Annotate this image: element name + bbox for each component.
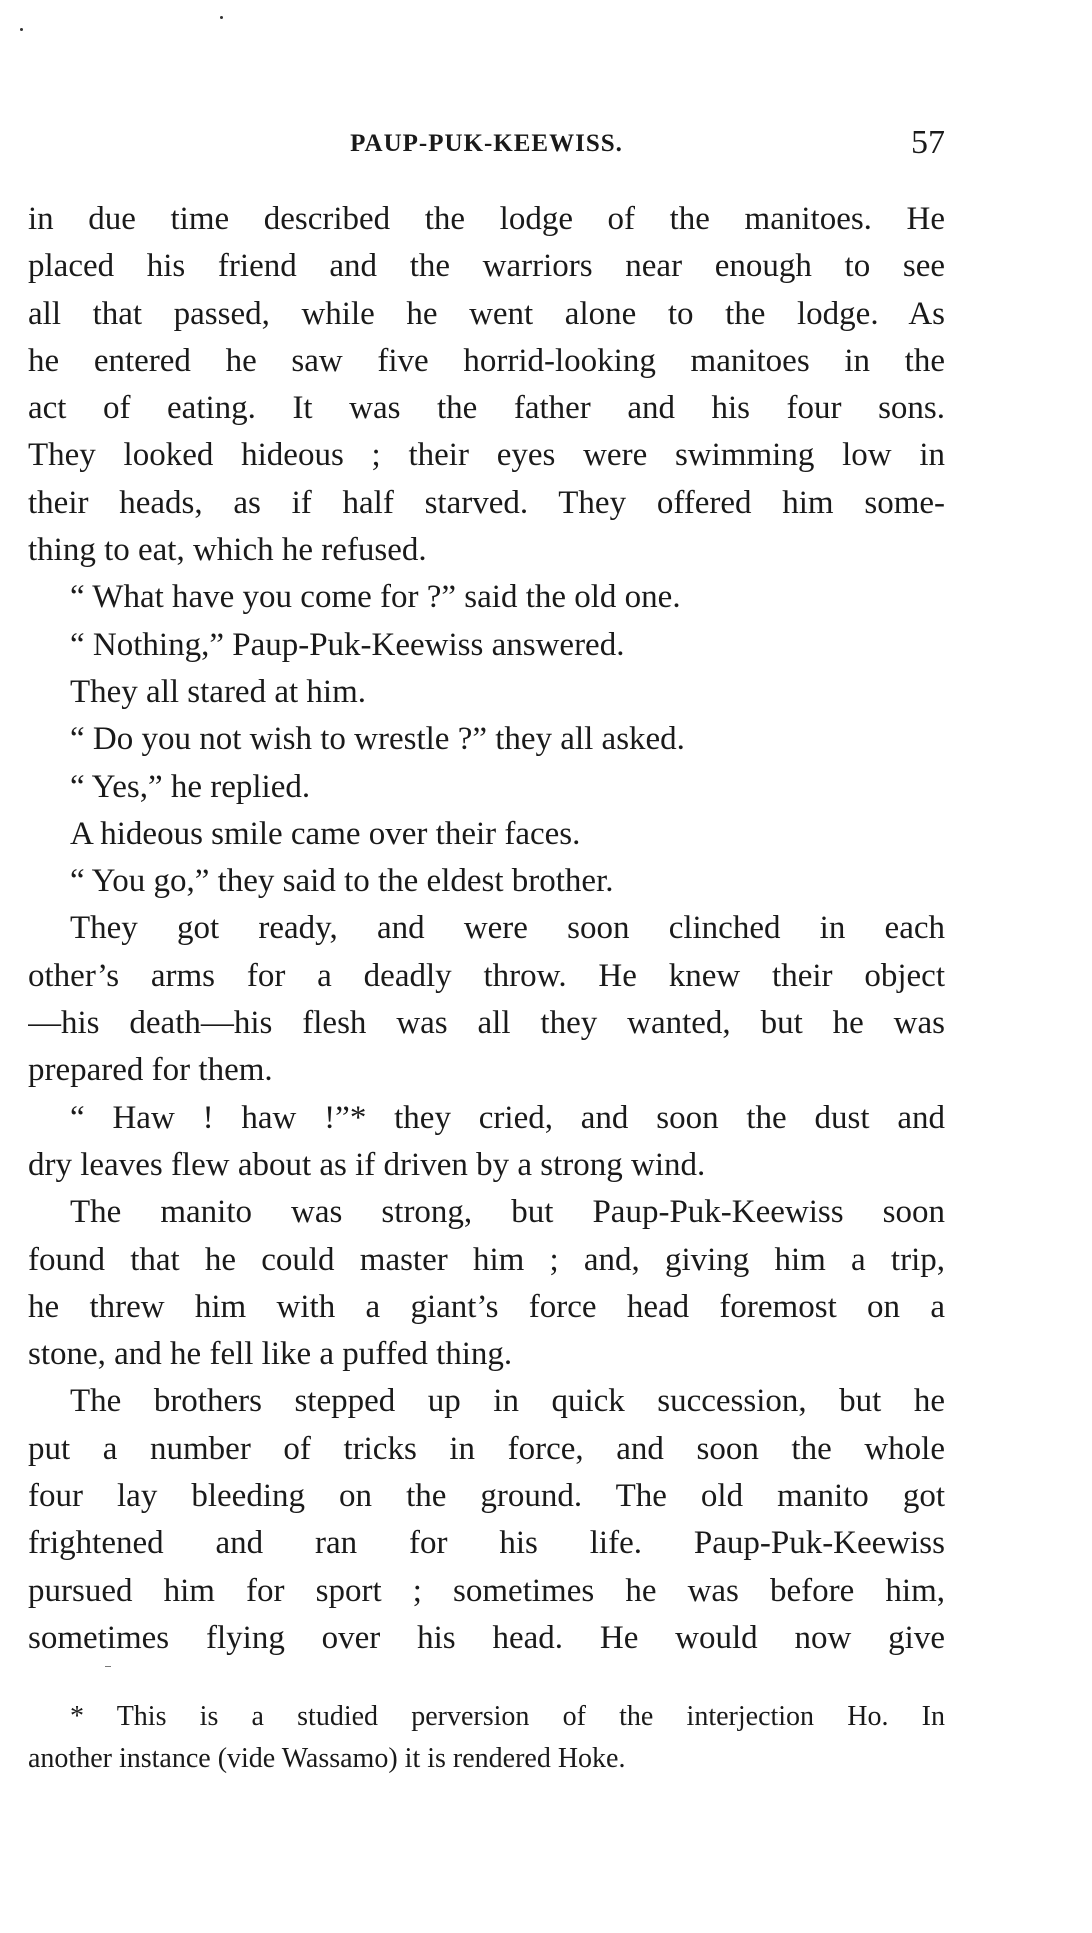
text-line: frightened and ran for his life. Paup-Puk-Keewiss (28, 1525, 945, 1562)
text-line: “ You go,” they said to the eldest brother. (70, 863, 614, 900)
running-head (28, 124, 945, 168)
text-line: their heads, as if half starved. They offered him some- (28, 484, 945, 521)
text-line: stone, and he fell like a puffed thing. (28, 1336, 513, 1373)
page-number: 57 (911, 124, 945, 161)
footnote-rule (105, 1666, 111, 1667)
text-line: “ Yes,” he replied. (70, 768, 311, 805)
print-speck (20, 28, 23, 31)
print-speck (220, 16, 223, 19)
text-line: They all stared at him. (70, 673, 366, 710)
text-line: act of eating. It was the father and his four sons. (28, 390, 945, 427)
text-line: other’s arms for a deadly throw. He knew their object (28, 957, 945, 994)
text-line: pursued him for sport ; sometimes he was before him, (28, 1572, 945, 1609)
footnote-line: * This is a studied perversion of the interjection Ho. In (70, 1701, 945, 1732)
text-line: thing to eat, which he refused. (28, 532, 427, 569)
text-line: he threw him with a giant’s force head foremost on a (28, 1288, 945, 1325)
body-text (28, 196, 945, 1662)
text-line: A hideous smile came over their faces. (70, 815, 581, 852)
footnote (28, 1696, 945, 1780)
text-line: all that passed, while he went alone to the lodge. As (28, 295, 945, 332)
text-line: They looked hideous ; their eyes were swimming low in (28, 437, 945, 474)
text-line: he entered he saw five horrid-looking manitoes in the (28, 342, 945, 379)
text-line: The brothers stepped up in quick succession, but he (70, 1383, 945, 1420)
text-line: “ Do you not wish to wrestle ?” they all asked. (70, 721, 685, 758)
text-line: in due time described the lodge of the manitoes. He (28, 201, 945, 237)
text-line: “ What have you come for ?” said the old one. (70, 579, 681, 616)
text-line: sometimes flying over his head. He would now give (28, 1619, 945, 1656)
text-line: —his death—his flesh was all they wanted, but he was (28, 1005, 945, 1042)
text-line: “ Nothing,” Paup-Puk-Keewiss answered. (70, 626, 625, 663)
text-line: put a number of tricks in force, and soon the whole (28, 1430, 945, 1467)
text-line: placed his friend and the warriors near enough to see (28, 248, 945, 285)
text-line: four lay bleeding on the ground. The old manito got (28, 1478, 945, 1515)
text-line: prepared for them. (28, 1052, 273, 1089)
running-title: PAUP-PUK-KEEWISS. (350, 130, 623, 157)
text-line: The manito was strong, but Paup-Puk-Keewiss soon (70, 1194, 945, 1231)
text-line: They got ready, and were soon clinched in each (70, 910, 945, 947)
text-line: “ Haw ! haw !”* they cried, and soon the dust and (70, 1099, 945, 1136)
text-line: dry leaves flew about as if driven by a strong wind. (28, 1146, 706, 1183)
footnote-line: another instance (vide Wassamo) it is rendered Hoke. (28, 1743, 626, 1774)
text-line: found that he could master him ; and, giving him a trip, (28, 1241, 945, 1278)
